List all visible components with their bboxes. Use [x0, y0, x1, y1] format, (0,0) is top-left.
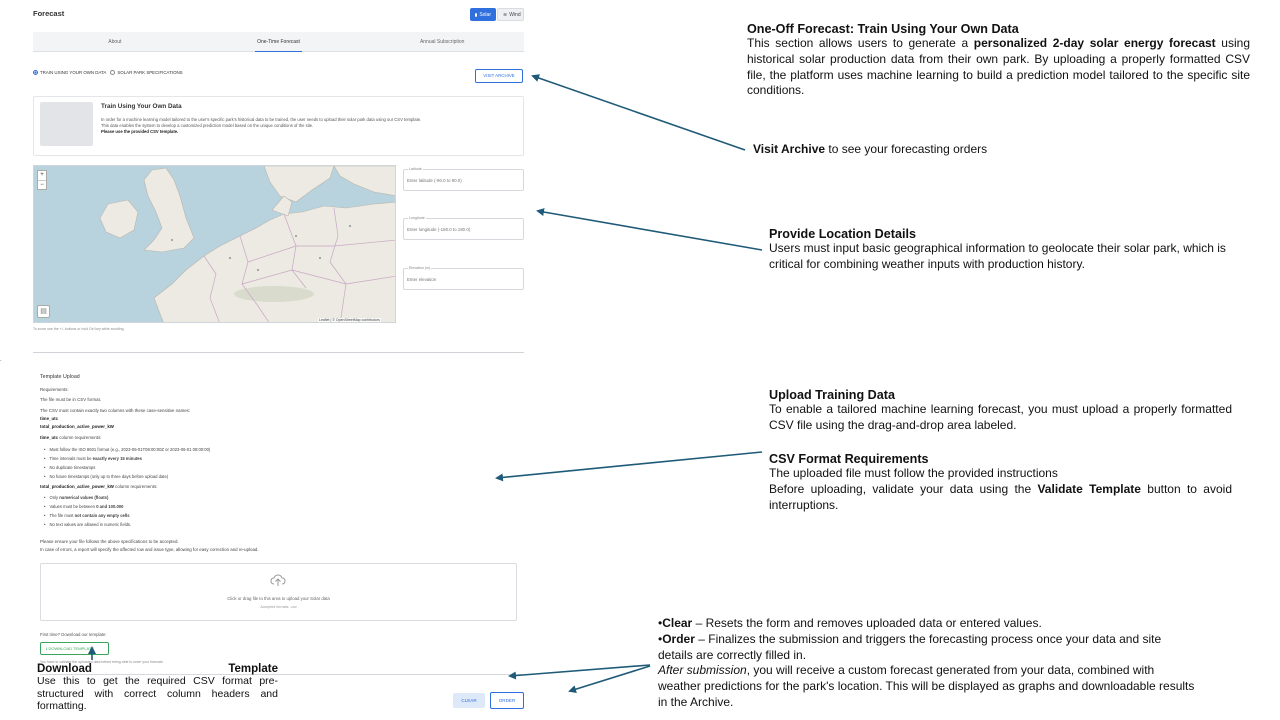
map-tiles: [34, 166, 396, 323]
latitude-input[interactable]: [407, 178, 519, 183]
annotation-text: •Clear – Resets the form and removes uploaded data or entered values.: [658, 616, 1042, 630]
mode-radio-group: [33, 70, 183, 75]
requirement-bullet: • Time intervals must be exactly every 15 minutes: [44, 456, 514, 461]
column-name: time_utc: [40, 416, 59, 421]
wind-toggle[interactable]: [497, 8, 524, 21]
annotation-one-off-forecast: [747, 22, 1250, 99]
download-icon: ⭳: [46, 646, 49, 651]
requirement-bullet: • Must follow the ISO 8601 format (e.g., 2023-06-01T08:00:00Z or 2023-06-01 08:00:00): [44, 447, 514, 452]
upload-title: Template Upload: [40, 374, 80, 380]
arrow-clear: [510, 665, 650, 676]
dropzone-formats: Accepted formats: .csv: [260, 605, 297, 609]
annotation-text: This section allows users to generate a personalized 2-day solar energy forecast using historical solar production data from their own park. By uploading a properly formatted CSV file, the platform uses machine learning to build a prediction model tailored to the specific site conditions.: [747, 36, 1250, 98]
annotation-visit-archive: Visit Archive to see your forecasting orders: [753, 142, 988, 156]
map-hint: To zoom use the +/- buttons or hold Ctrl key while scrolling.: [33, 327, 125, 331]
requirement-bullet: • No text values are allowed in numeric fields.: [44, 522, 514, 527]
annotation-text: The uploaded file must follow the provided instructions: [769, 466, 1058, 480]
arrow-upload: [497, 452, 762, 478]
wind-icon: ≋: [503, 11, 508, 18]
latitude-label: Latitude: [409, 167, 422, 171]
annotation-clear-order: [658, 616, 1198, 711]
annotation-download-template: [37, 663, 278, 713]
requirement-bullet: • No duplicate timestamps: [44, 465, 514, 470]
annotation-title: Provide Location Details: [769, 227, 916, 241]
annotation-text: Before uploading, validate your data using the Validate Template button to avoid interruptions.: [769, 481, 1232, 512]
page-title: Forecast: [33, 9, 65, 18]
latitude-field: [403, 169, 524, 191]
arrow-location: [538, 211, 762, 250]
annotation-upload: [769, 388, 1232, 434]
zoom-in-button[interactable]: +: [38, 171, 46, 181]
annotation-location: [769, 227, 1229, 273]
elevation-input[interactable]: [407, 277, 519, 282]
card-line: This data enables the system to develop a customized prediction model based on the unique conditions of the site.: [101, 123, 314, 128]
annotation-csv-format: [769, 452, 1232, 513]
wind-toggle-label: Wind: [509, 11, 521, 18]
upload-note: In case of errors, a report will specify the affected row and issue type, allowing for easy correction and re-upload.: [40, 547, 259, 552]
upload-cloud-icon: [270, 573, 286, 587]
arrow-order: [570, 666, 650, 691]
solar-icon: [475, 13, 477, 17]
section-divider: [33, 352, 524, 353]
radio-solar-park-specs[interactable]: [110, 70, 182, 75]
annotation-text: •Order – Finalizes the submission and triggers the forecasting process once your data and site details are correctly filled in.: [658, 631, 1162, 662]
arrow-visit-archive: [533, 76, 745, 150]
zoom-out-button[interactable]: −: [40, 182, 44, 188]
tab-bar: [33, 32, 524, 52]
requirement-bullet: • The file must not contain any empty cells: [44, 513, 514, 518]
annotation-text: Users must input basic geographical information to geolocate their solar park, which is critical for combining weather inputs with production history.: [769, 241, 1226, 271]
longitude-label: Longitude: [409, 216, 425, 220]
card-title: Train Using Your Own Data: [101, 103, 182, 110]
requirement-text: The file must be in CSV format.: [40, 397, 102, 402]
column-name: total_production_active_power_kW: [40, 424, 114, 429]
tab-annual-subscription[interactable]: Annual Subscription: [419, 39, 465, 45]
map-zoom-control: [37, 170, 47, 190]
requirement-bullet: • Values must be between 0 and 100.000: [44, 504, 514, 509]
requirements-heading: Requirements:: [40, 387, 69, 392]
map-attribution[interactable]: Leaflet | © OpenStreetMap contributors: [319, 318, 380, 322]
annotation-title: Download Template: [37, 663, 278, 675]
upload-note: Please ensure your file follows the above specifications to be accepted.: [40, 539, 179, 544]
radio-train-label: TRAIN USING YOUR OWN DATA: [40, 70, 107, 75]
radio-checked-icon: [33, 70, 38, 75]
layers-icon[interactable]: ▤: [37, 305, 50, 318]
annotation-text: After submission, you will receive a custom forecast generated from your data, combined with weather predictions for the park's location. This will be displayed as graphs and downloadable results in the Archive.: [658, 663, 1195, 709]
file-dropzone[interactable]: [40, 563, 517, 621]
tab-about[interactable]: About: [108, 39, 122, 45]
annotation-title: One-Off Forecast: Train Using Your Own Data: [747, 22, 1019, 36]
radio-unchecked-icon: [110, 70, 115, 75]
column-requirements-heading: total_production_active_power_kW column requirements:: [40, 484, 158, 489]
solar-toggle[interactable]: [470, 8, 496, 21]
solar-toggle-label: Solar: [479, 11, 491, 18]
radio-train-own-data[interactable]: [33, 70, 106, 75]
elevation-label: Elevation (m): [409, 266, 431, 270]
order-button[interactable]: ORDER: [490, 692, 524, 709]
first-time-text: First time? Download our template:: [40, 632, 107, 637]
column-requirements-heading: time_utc column requirements:: [40, 435, 102, 440]
elevation-field: [403, 268, 524, 290]
card-description: [101, 117, 521, 135]
download-template-button[interactable]: [40, 642, 109, 655]
annotation-text: To enable a tailored machine learning forecast, you must upload a properly formatted CSV file using the drag-and-drop area labeled.: [769, 402, 1232, 432]
clear-button[interactable]: CLEAR: [453, 693, 485, 708]
annotation-title: CSV Format Requirements: [769, 452, 929, 466]
card-line: In order for a machine learning model tailored to the user's specific park's historical data to be trained, the user needs to upload their solar park data using our CSV template.: [101, 117, 422, 122]
card-line-bold: Please use the provided CSV template.: [101, 129, 179, 134]
tab-one-time-forecast[interactable]: One-Time Forecast: [197, 32, 361, 51]
radio-specs-label: SOLAR PARK SPECIFICATIONS: [117, 70, 183, 75]
edge-mark: .: [0, 357, 2, 363]
download-template-label: DOWNLOAD TEMPLATE: [48, 646, 94, 651]
longitude-field: [403, 218, 524, 240]
annotation-title: Upload Training Data: [769, 388, 895, 402]
longitude-input[interactable]: [407, 227, 519, 232]
card-image-placeholder: [40, 102, 93, 146]
dropzone-text: Click or drag file to this area to upload your Solar data: [227, 596, 330, 601]
requirement-text: The CSV must contain exactly two columns with these case-sensitive names:: [40, 408, 191, 413]
location-map[interactable]: [33, 165, 396, 323]
requirement-bullet: • Only numerical values (floats): [44, 495, 514, 500]
download-note: You have to validate the uploaded data before being able to order your forecast: [40, 660, 163, 664]
visit-archive-button[interactable]: VISIT ARCHIVE: [475, 69, 523, 83]
requirement-bullet: • No future timestamps (only up to three days before upload date): [44, 474, 514, 479]
annotation-text: Use this to get the required CSV format pre-structured with correct column headers and formatting.: [37, 675, 278, 712]
